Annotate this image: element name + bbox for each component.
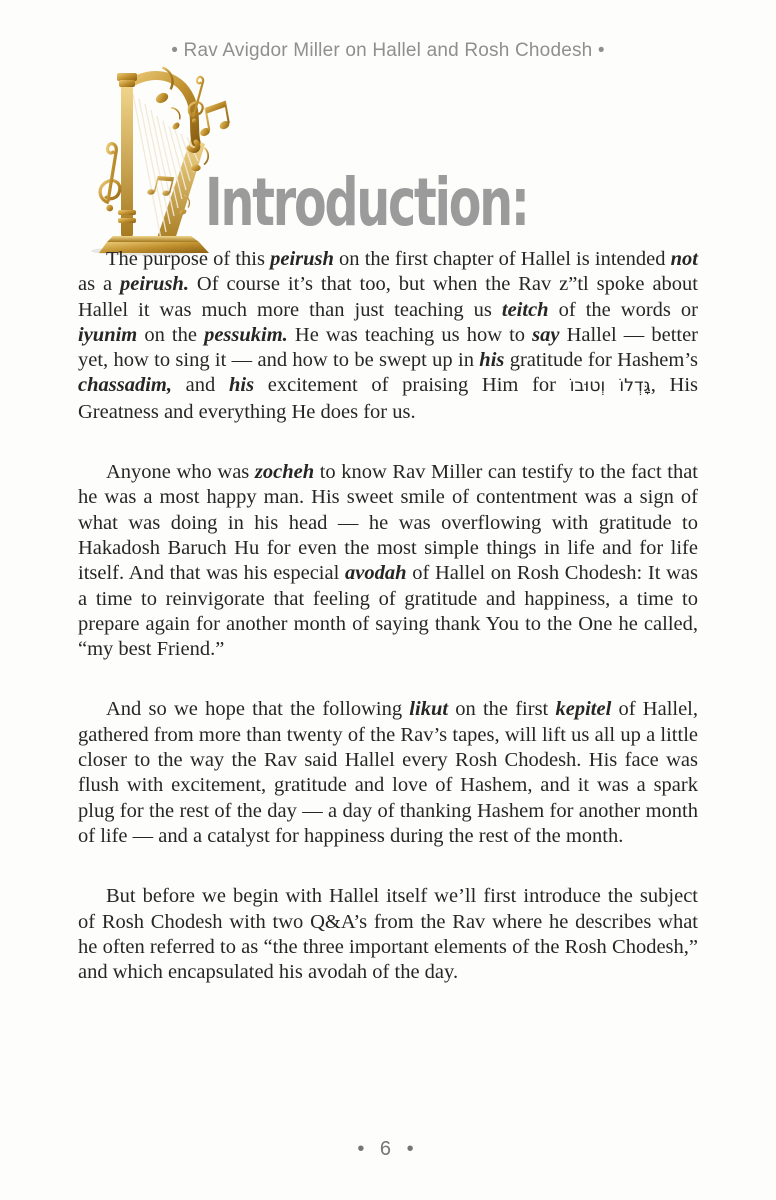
text-run: Anyone who was <box>106 461 255 484</box>
page-number: • 6 • <box>357 1138 419 1160</box>
text-run: Hallel — better yet, how to sing it — and how to be swept up in <box>78 323 699 372</box>
emphasized-term: avodah <box>345 562 407 585</box>
emphasized-term: chassadim, <box>78 374 172 397</box>
text-run: Of course it’s that too, but when the Rav z”tl spoke about Hallel it was much more than just teaching us <box>78 273 698 321</box>
chapter-heading-block <box>75 60 635 260</box>
paragraph <box>78 460 698 662</box>
emphasized-term: teitch <box>501 298 549 321</box>
emphasized-term: say <box>532 323 560 346</box>
emphasized-term: peirush <box>270 248 334 270</box>
emphasized-term: pessukim. <box>204 323 288 346</box>
paragraph <box>78 884 698 985</box>
emphasized-term: kepitel <box>555 698 612 721</box>
eighth-note-icon <box>164 106 186 132</box>
text-run: , His Greatness and everything He does for us. <box>78 374 698 423</box>
emphasized-term: his <box>479 349 505 372</box>
text-run: and <box>171 374 229 397</box>
text-run: on the first <box>448 698 556 721</box>
text-run: on the <box>137 323 205 346</box>
emphasized-term: zocheh <box>254 461 315 484</box>
text-run: excitement of praising Him for <box>254 374 570 397</box>
page-title: Introduction: <box>205 164 528 241</box>
text-run: And so we hope that the following <box>106 698 410 721</box>
beamed-notes-icon <box>194 101 232 138</box>
paragraph <box>78 247 698 425</box>
emphasized-term: likut <box>409 698 449 721</box>
text-run: He was teaching us how to <box>287 323 533 346</box>
text-run: on the first chapter of Hallel is intended <box>333 248 671 270</box>
emphasized-term: iyunim <box>78 323 138 346</box>
emphasized-term: peirush. <box>120 273 189 296</box>
text-run: The purpose of this <box>106 248 271 270</box>
text-run: of Hallel on Rosh Chodesh: It was a time to reinvigorate that feeling of gratitude and happiness, a time to prepare again for another month of saying thank You to the One he called, “my best Friend.” <box>78 562 698 661</box>
hebrew-phrase: גָּדְלוֹ וְטוּבוֹ <box>569 376 651 397</box>
text-run: But before we begin with Hallel itself we’ll first introduce the subject of Rosh Chodesh with two Q&A’s from the Rav where he describes what he often referred to as “the three important elements of the Rosh Chodesh,” and which encapsulated his avodah of the day. <box>78 885 698 984</box>
text-run: of the words or <box>548 298 699 321</box>
text-run: to know Rav Miller can testify to the fact that he was a most happy man. His sweet smile of contentment was a sign of what was doing in his head — he was overflowing with gratitude to Hakadosh Baruch Hu for even the most simple things in life and for life itself. And that was his especial <box>78 461 698 585</box>
treble-clef-icon <box>100 144 120 212</box>
running-header: • Rav Avigdor Miller on Hallel and Rosh Chodesh • <box>171 40 605 61</box>
paragraph <box>78 697 698 849</box>
body-text <box>78 247 698 1020</box>
emphasized-term: his <box>229 374 255 397</box>
emphasized-term: not <box>670 248 698 270</box>
text-run: of Hallel, gathered from more than twenty of the Rav’s tapes, will lift us all up a little closer to the way the Rav said Hallel every Rosh Chodesh. His face was flush with excitement, gratitude and love of Hashem, and it was a spark plug for the rest of the day — a day of thanking Hashem for another month of life — and a catalyst for happiness during the rest of the month. <box>78 698 698 847</box>
text-run: as a <box>78 273 121 296</box>
text-run: gratitude for Hashem’s <box>504 349 698 372</box>
